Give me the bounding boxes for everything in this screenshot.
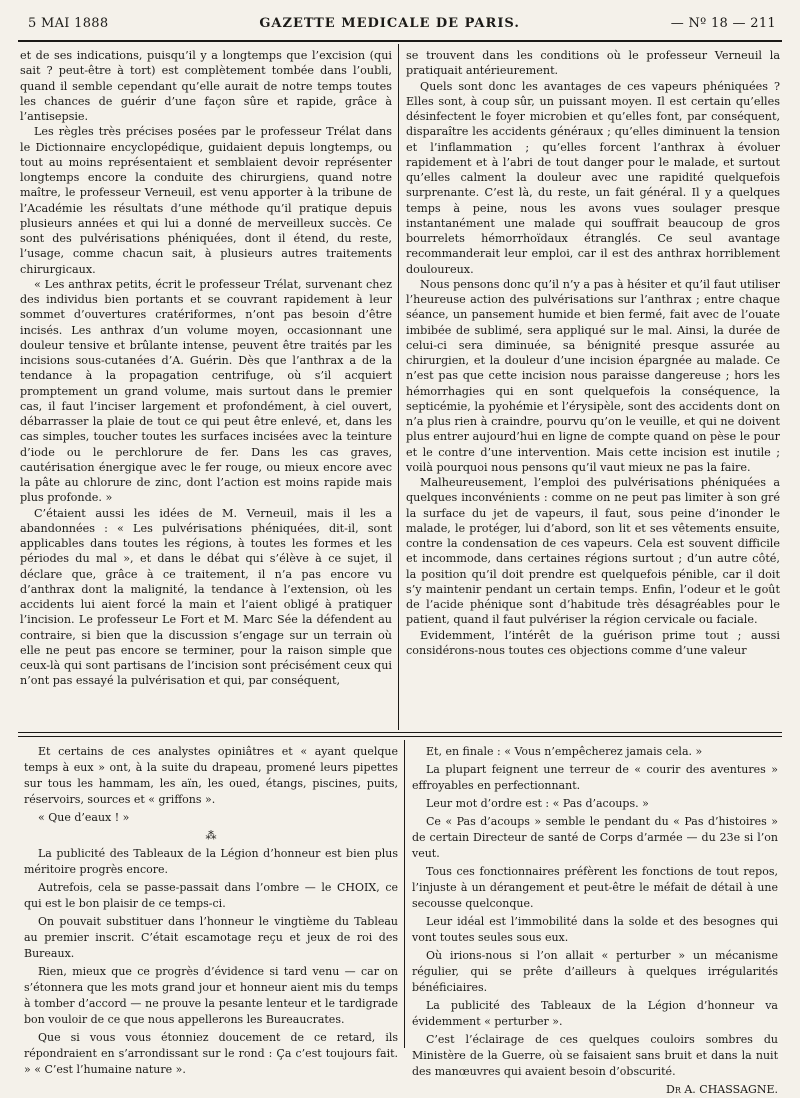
paragraph: Quels sont donc les avantages de ces vapeurs phéniquées ? Elles sont, à coup sûr, un puissant moyen. Il est certain qu’elles désinfectent le foyer microbien et qu’elles font, par conséquent, disparaître les accidents généraux ; qu’elles diminuent la tension et l’inflammation ; qu’elles forcent l’anthrax à évoluer rapidement et à l’abri de tout danger pour le malade, et surtout qu’elles calment la douleur avec une rapidité quelquefois surprenante. C’est là, du reste, un fait général. Il y a quelques temps à peine, nous les avons vues soulager presque instantanément une malade qui souffrait beaucoup de gros bourrelets hémorrhoïdaux étranglés. Ce seul avantage recommanderait leur emploi, car il est des anthrax horriblement douloureux.: [406, 79, 780, 276]
paragraph: Où irions-nous si l’on allait « perturber » un mécanisme régulier, qui se prête d’ailleurs à quelques irrégularités bénéficiaires.: [412, 949, 778, 994]
issue-date: 5 MAI 1888: [28, 16, 109, 31]
upper-right-column: [406, 48, 780, 730]
header-rule: [18, 40, 782, 42]
column-divider-upper: [398, 44, 399, 730]
paragraph: La publicité des Tableaux de la Légion d’honneur est bien plus méritoire progrès encore.: [24, 847, 398, 876]
paragraph: La plupart feignent une terreur de « courir des aventures » effroyables en perfectionnant.: [412, 763, 778, 792]
lower-left-column: [24, 744, 398, 1076]
column-divider-lower: [404, 740, 405, 1048]
section-divider-double: [18, 736, 782, 737]
section-ornament: ⁂: [205, 829, 217, 842]
paragraph: Tous ces fonctionnaires préfèrent les fonctions de tout repos, l’injuste à un dérangement et peut-être le méfait de détail à une secousse quelconque.: [412, 865, 778, 910]
paragraph: Leur idéal est l’immobilité dans la solde et des besognes qui vont toutes seules sous eux.: [412, 915, 778, 944]
paragraph: Evidemment, l’intérêt de la guérison prime tout ; aussi considérons-nous toutes ces objections comme d’une valeur: [406, 628, 780, 657]
paragraph: C’est l’éclairage de ces quelques couloirs sombres du Ministère de la Guerre, où se faisaient sans bruit et dans la nuit des manœuvres qui avaient besoin d’obscurité.: [412, 1033, 778, 1078]
section-divider: [18, 732, 782, 733]
page-header: [28, 16, 776, 36]
paragraph: Rien, mieux que ce progrès d’évidence si tard venu — car on s’étonnera que les mots grand jour et honneur aient mis du temps à tomber d’accord — ne prouve la pesante lenteur et le tardigrade bon vouloir de ce que nous appellerons les Bureaucrates.: [24, 965, 398, 1026]
paragraph: « Les anthrax petits, écrit le professeur Trélat, survenant chez des individus bien portants et se couvrant rapidement à leur sommet d’ouvertures cratériformes, n’ont pas besoin d’être incisés. Les anthrax d’un volume moyen, occasionnant une douleur tensive et brûlante intense, peuvent être traités par les incisions sous-cutanées d’A. Guérin. Dès que l’anthrax a de la tendance à la propagation centrifuge, où s’il acquiert promptement un grand volume, mais surtout dans le premier cas, il faut l’inciser largement et profondément, à ciel ouvert, débarrasser la plaie de tout ce qui peut être enlevé, et, dans les cas simples, toucher toutes les surfaces incisées avec la teinture d’iode ou le perchlorure de fer. Dans les cas graves, cautérisation énergique avec le fer rouge, ou mieux encore avec la pâte au chlorure de zinc, dont l’action est moins rapide mais plus profonde. »: [20, 277, 392, 505]
page-number: — Nº 18 — 211: [670, 16, 776, 31]
upper-left-column: [20, 48, 392, 730]
paragraph: Malheureusement, l’emploi des pulvérisations phéniquées a quelques inconvénients : comme on ne peut pas limiter à son gré la surface du jet de vapeurs, il faut, sous peine d’inonder le malade, le protéger, lui d’abord, son lit et ses vêtements ensuite, contre la condensation de ces vapeurs. Cela est souvent difficile et incommode, dans certaines régions surtout ; d’un autre côté, la position qu’il doit prendre est quelquefois pénible, car il doit s’y maintenir pendant un certain temps. Enfin, l’odeur et le goût de l’acide phénique sont d’habitude très désagréables pour le patient, quand il faut pulvériser la région cervicale ou faciale.: [406, 476, 780, 627]
paragraph: Nous pensons donc qu’il n’y a pas à hésiter et qu’il faut utiliser l’heureuse action des pulvérisations sur l’anthrax ; entre chaque séance, un pansement humide et bien fermé, fait avec de l’ouate imbibée de sublimé, sera appliqué sur le mal. Ainsi, la durée de celui-ci sera diminuée, sa bénignité presque assurée au chirurgien, et la douleur d’une incision épargnée au malade. Ce n’est pas que cette incision nous paraisse dangereuse ; hors les hémorrhagies qui en sont quelquefois la conséquence, la septicémie, la pyohémie et l’érysipèle, sont des accidents dont on n’a plus rien à craindre, pourvu qu’on le veuille, et qui ne doivent plus entrer aujourd’hui en ligne de compte quand on pèse le pour et le contre d’une intervention. Mais cette incision est inutile ; voilà pourquoi nous pensons qu’il vaut mieux ne pas la faire.: [406, 277, 780, 474]
author-signature: Dr A. CHASSAGNE.: [666, 1083, 778, 1096]
paragraph: se trouvent dans les conditions où le professeur Verneuil la pratiquait antérieurement.: [406, 49, 780, 78]
paragraph: Leur mot d’ordre est : « Pas d’acoups. »: [426, 797, 649, 810]
paragraph: Et certains de ces analystes opiniâtres et « ayant quelque temps à eux » ont, à la suite du drapeau, promené leurs pipettes sur tous les hammam, les aïn, les oued, étangs, piscines, puits, réservoirs, sources et « griffons ».: [24, 745, 398, 806]
lower-right-column: [412, 744, 778, 1096]
paragraph: On pouvait substituer dans l’honneur le vingtième du Tableau au premier inscrit. C’était escamotage reçu et jeux de roi des Bureaux.: [24, 915, 398, 960]
journal-title: GAZETTE MEDICALE DE PARIS.: [259, 16, 520, 31]
paragraph: C’étaient aussi les idées de M. Verneuil, mais il les a abandonnées : « Les pulvérisations phéniquées, dit-il, sont applicables dans toutes les régions, à toutes les formes et les périodes du mal », et dans le débat qui s’élève à ce sujet, il déclare que, grâce à ce traitement, il n’a pas encore vu d’anthrax dont la malignité, la tendance à l’extension, où les accidents lui aient forcé la main et l’aient obligé à pratiquer l’incision. Le professeur Le Fort et M. Marc Sée la défendent au contraire, si bien que la discussion s’engage sur un terrain où elle ne peut pas encore se terminer, pour la raison simple que ceux-là qui sont partisans de l’incision sont précisément ceux qui n’ont pas essayé la pulvérisation et qui, par conséquent,: [20, 506, 392, 688]
paragraph: La publicité des Tableaux de la Légion d’honneur va évidemment « perturber ».: [412, 999, 778, 1028]
paragraph: « Que d’eaux ! »: [38, 811, 130, 824]
paragraph: Ce « Pas d’acoups » semble le pendant du « Pas d’histoires » de certain Directeur de santé de Corps d’armée — du 23e si l’on veut.: [412, 815, 778, 860]
paragraph: Les règles très précises posées par le professeur Trélat dans le Dictionnaire encyclopédique, guidaient depuis longtemps, ou tout au moins représentaient et semblaient devoir représenter longtemps encore la conduite des chirurgiens, quand notre maître, le professeur Verneuil, est venu apporter à la tribune de l’Académie les résultats d’une méthode qu’il pratique depuis plusieurs années et qui lui a donné de merveilleux succès. Ce sont des pulvérisations phéniquées, dont il étend, du reste, l’usage, comme chacun sait, à plusieurs autres traitements chirurgicaux.: [20, 125, 392, 276]
paragraph: Et, en finale : « Vous n’empêcherez jamais cela. »: [426, 745, 703, 758]
paragraph: Que si vous vous étonniez doucement de ce retard, ils répondraient en s’arrondissant sur le rond : Ça c’est toujours fait. » « C’est l’humaine nature ».: [24, 1031, 398, 1076]
paragraph: et de ses indications, puisqu’il y a longtemps que l’excision (qui sait ? peut-être à tort) est complètement tombée dans l’oubli, quand il semble cependant qu’elle aurait de notre temps toutes les chances de guérir d’une façon sûre et rapide, grâce à l’antisepsie.: [20, 49, 392, 123]
paragraph: Autrefois, cela se passe-passait dans l’ombre — le CHOIX, ce qui est le bon plaisir de ce temps-ci.: [24, 881, 398, 910]
